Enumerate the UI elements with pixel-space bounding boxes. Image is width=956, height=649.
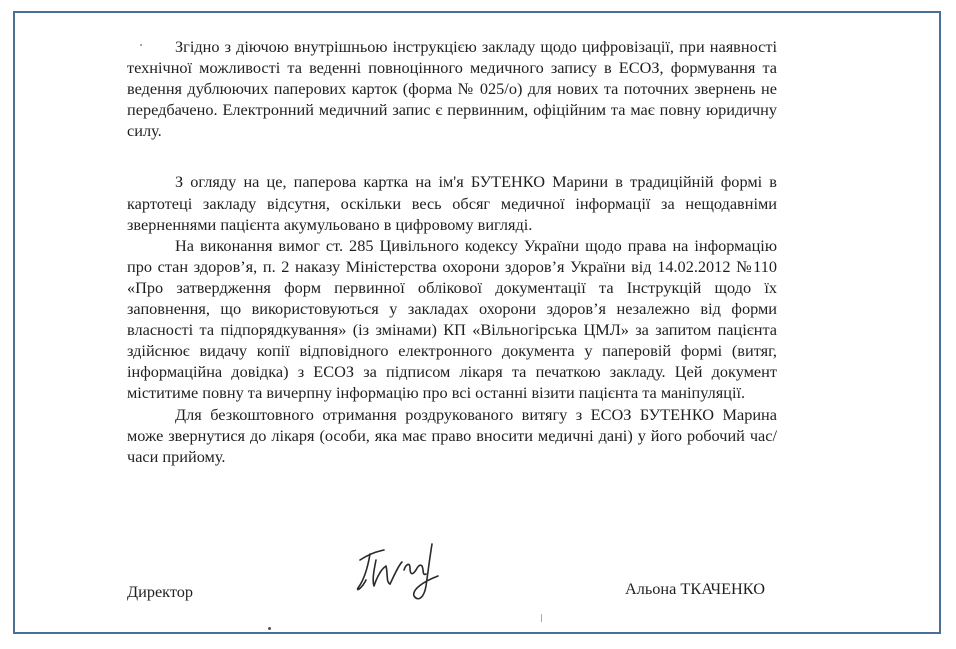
signature-block <box>127 578 767 608</box>
signatory-name: Альона ТКАЧЕНКО <box>624 579 765 598</box>
scan-speck <box>268 627 271 630</box>
scan-speck <box>541 614 542 622</box>
signatory-title: Директор <box>127 582 194 601</box>
scan-speck <box>140 44 142 46</box>
document-body <box>127 36 777 467</box>
paragraph-spacer <box>127 141 777 171</box>
paragraph-paper-card-absent: З огляду на це, паперова картка на ім'я БУТЕНКО Марини в традиційній формі в картотеці закладу відсутня, оскільки весь обсяг медичної інформації за нещодавніми зверненнями пацієнта акумульовано в цифровому вигляді. <box>127 172 777 234</box>
paragraph-how-to-obtain: Для безкоштовного отримання роздрукованого витягу з ЕСОЗ БУТЕНКО Марина може звернутися до лікаря (особи, яка має право вносити медичні дані) у його робочий час/часи прийому. <box>127 404 777 466</box>
paragraph-digitization-policy: Згідно з діючою внутрішньою інструкцією закладу щодо цифровізації, при наявності технічної можливості та веденні повноцінного медичного запису в ЕСОЗ, формування та ведення дублюючих паперових карток (форма № 025/о) для нових та поточних звернень не передбачено. Електронний медичний запис є первинним, офіційним та має повну юридичну силу. <box>127 37 777 141</box>
paragraph-legal-basis: На виконання вимог ст. 285 Цивільного кодексу України щодо права на інформацію про стан здоров’я, п. 2 наказу Міністерства охорони здоров’я України від 14.02.2012 №110 «Про затвердження форм первинної облікової документації та Інструкцій щодо їх заповнення, що використовуються у закладах охорони здоров’я незалежно від форми власності та підпорядкування» (із змінами) КП «Вільногірська ЦМЛ» за запитом пацієнта здійснює видачу копії відповідного електронного документа у паперовій формі (витяг, інформаційна довідка) з ЕСОЗ за підписом лікаря та печаткою закладу. Цей документ міститиме повну та вичерпну інформацію про всі останні візити пацієнта та маніпуляції. <box>127 235 777 403</box>
